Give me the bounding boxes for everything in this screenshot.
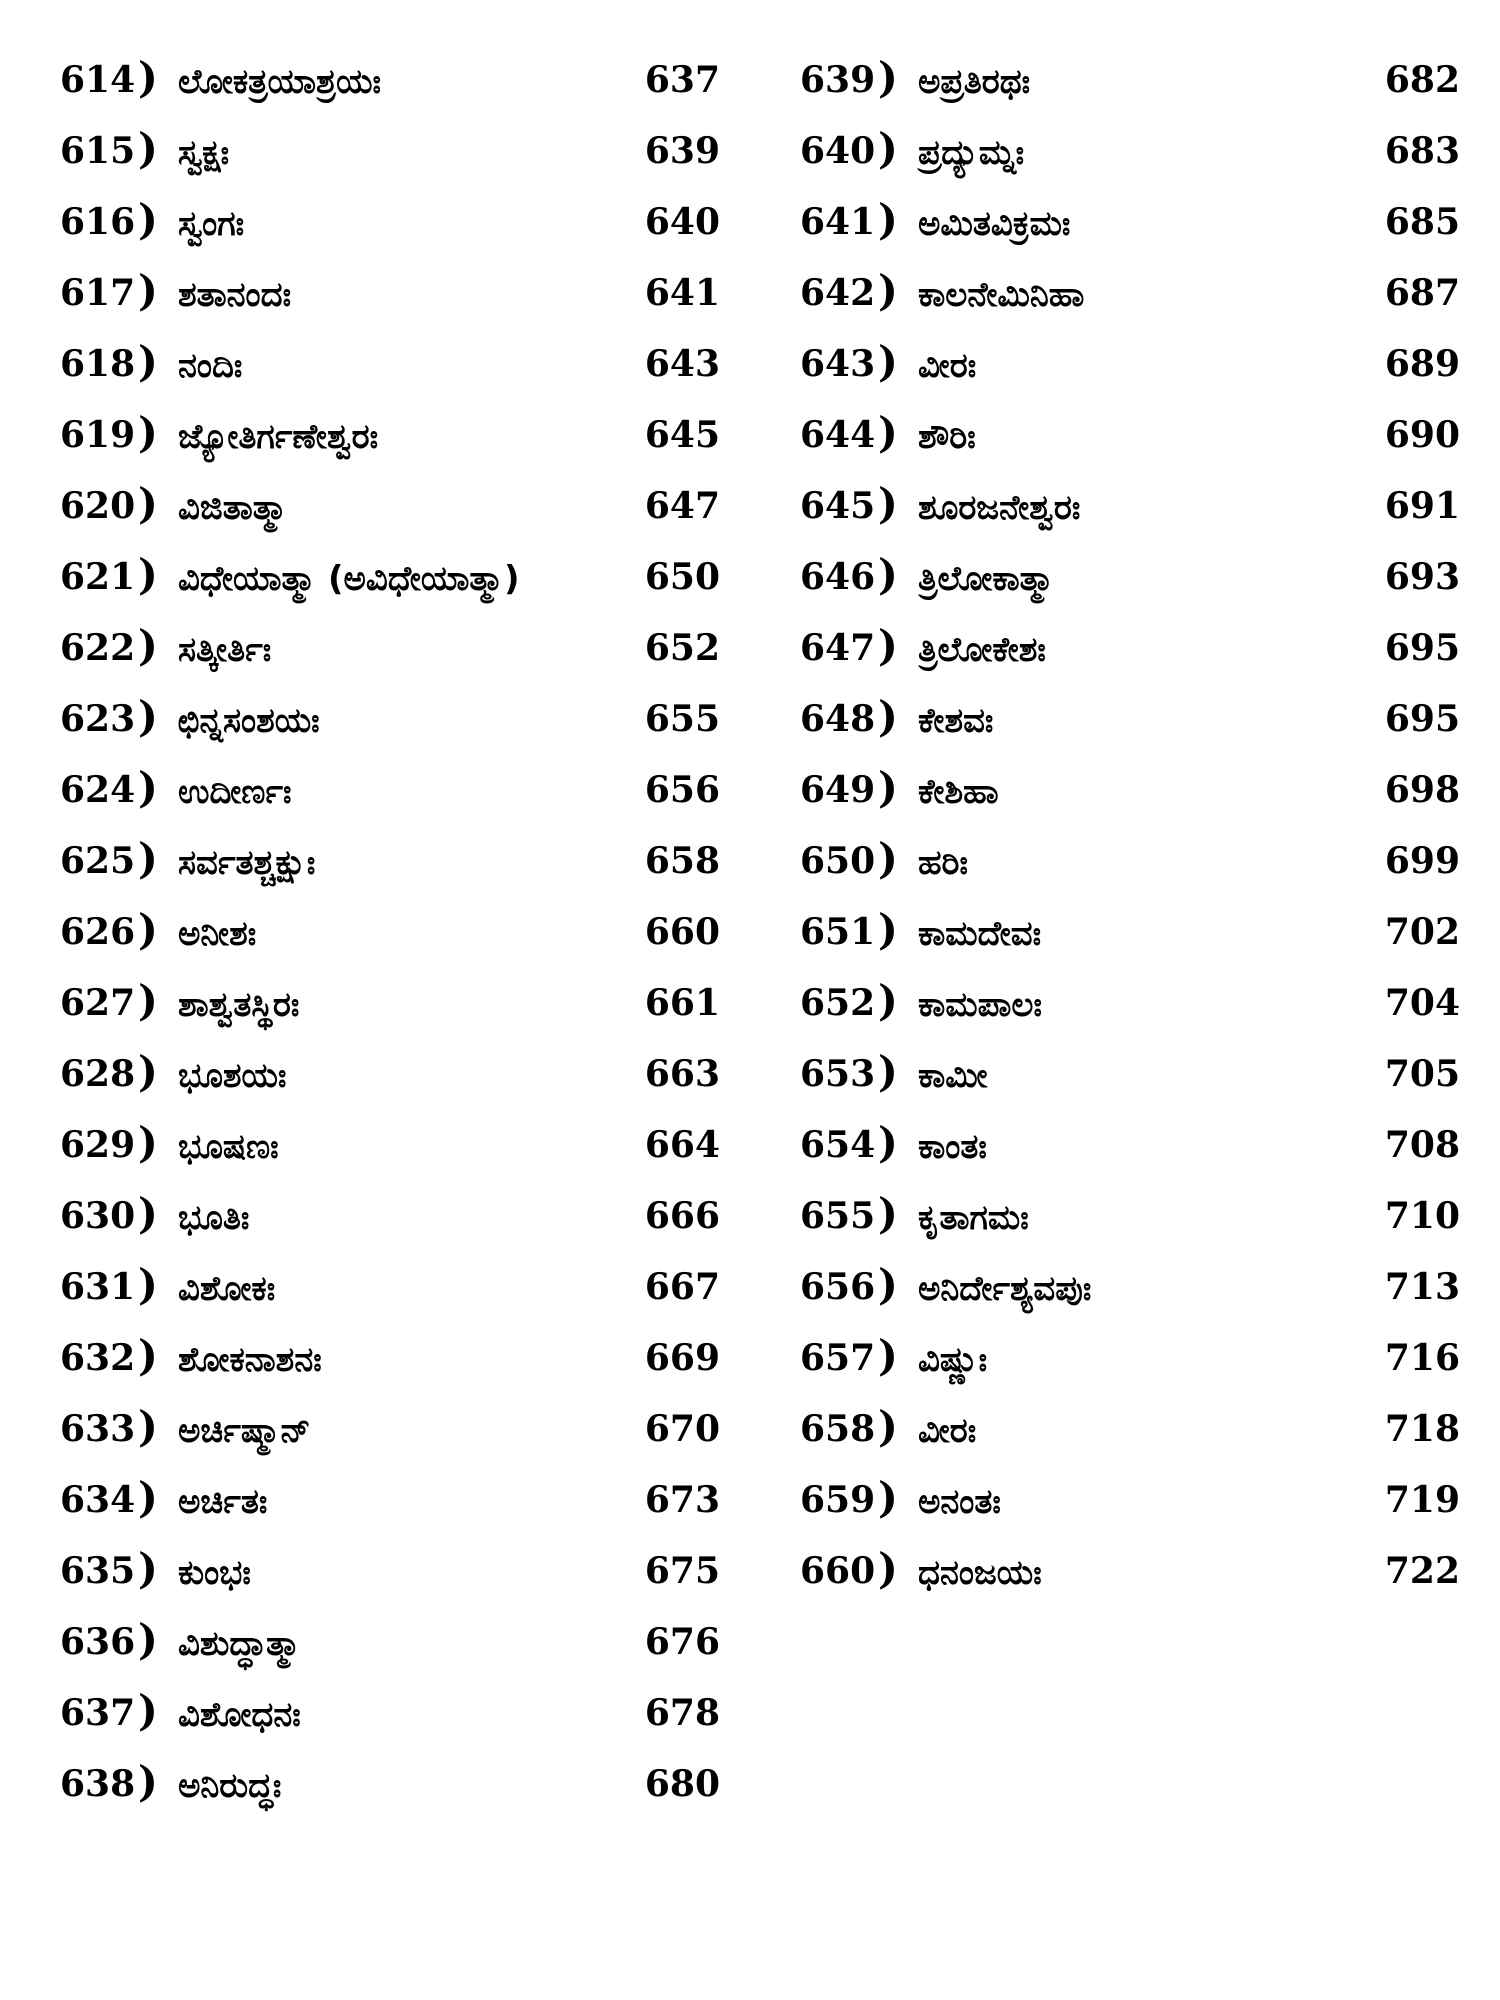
index-entry (60, 1759, 720, 1830)
entry-page-number: 713 (1384, 1266, 1460, 1308)
entry-page-number: 667 (644, 1266, 720, 1308)
entry-number: 617 (60, 272, 136, 314)
entry-number: 655 (800, 1195, 876, 1237)
index-entry (800, 1404, 1460, 1475)
entry-page-number: 637 (644, 59, 720, 101)
entry-name: ಸತ್ಕೀರ್ತಿಃ (178, 630, 272, 670)
entry-number: 623 (60, 698, 136, 740)
entry-number: 660 (800, 1550, 876, 1592)
entry-page-number: 676 (644, 1621, 720, 1663)
entry-paren: ) (138, 266, 158, 315)
index-entry (800, 410, 1460, 481)
entry-paren: ) (138, 1331, 158, 1380)
entry-name: ವಿಷ್ಣುಃ (918, 1340, 988, 1380)
entry-name: ಭೂಶಯಃ (178, 1056, 287, 1096)
entry-number: 627 (60, 982, 136, 1024)
index-entry (800, 1262, 1460, 1333)
entry-paren: ) (878, 53, 898, 102)
index-entry (60, 268, 720, 339)
entry-paren: ) (138, 1757, 158, 1806)
entry-number: 638 (60, 1763, 136, 1805)
entry-name: ಛಿನ್ನಸಂಶಯಃ (178, 701, 320, 741)
entry-number: 636 (60, 1621, 136, 1663)
entry-page-number: 708 (1384, 1124, 1460, 1166)
entry-paren: ) (878, 763, 898, 812)
entry-name: ಅನೀಶಃ (178, 914, 257, 954)
index-entry (60, 978, 720, 1049)
entry-paren: ) (878, 905, 898, 954)
index-entry (60, 694, 720, 765)
entry-name: ಅನಿರ್ದೇಶ್ಯವಪುಃ (918, 1269, 1092, 1309)
index-entry (60, 552, 720, 623)
entry-paren: ) (138, 195, 158, 244)
entry-name: ವಿಜಿತಾತ್ಮಾ (178, 488, 288, 528)
index-entry (60, 1120, 720, 1191)
entry-name: ಸ್ವಕ್ಷಃ (178, 133, 230, 173)
index-entry (60, 55, 720, 126)
index-entry (800, 907, 1460, 978)
entry-number: 653 (800, 1053, 876, 1095)
entry-paren: ) (138, 550, 158, 599)
index-entry (60, 339, 720, 410)
entry-name: ತ್ರಿಲೋಕಾತ್ಮಾ (918, 559, 1055, 599)
left-index-column (60, 55, 720, 1830)
entry-paren: ) (138, 1473, 158, 1522)
entry-name: ವಿಶುದ್ಧಾತ್ಮಾ (178, 1624, 301, 1664)
index-entry (800, 126, 1460, 197)
entry-paren: ) (138, 1047, 158, 1096)
entry-paren: ) (878, 1331, 898, 1380)
entry-number: 633 (60, 1408, 136, 1450)
entry-name: ಕೃತಾಗಮಃ (918, 1198, 1029, 1238)
entry-name: ಧನಂಜಯಃ (918, 1553, 1042, 1593)
entry-number: 652 (800, 982, 876, 1024)
entry-page-number: 718 (1384, 1408, 1460, 1450)
entry-number: 646 (800, 556, 876, 598)
entry-page-number: 643 (644, 343, 720, 385)
entry-number: 654 (800, 1124, 876, 1166)
entry-paren: ) (878, 479, 898, 528)
entry-name: ಕಾಮೀ (918, 1056, 988, 1096)
entry-number: 649 (800, 769, 876, 811)
entry-name: ಕೇಶಿಹಾ (918, 772, 999, 812)
entry-name: ಶೌರಿಃ (918, 417, 976, 457)
entry-paren: ) (878, 1473, 898, 1522)
entry-number: 644 (800, 414, 876, 456)
entry-name: ವಿಶೋಕಃ (178, 1269, 276, 1309)
entry-name: ತ್ರಿಲೋಕೇಶಃ (918, 630, 1046, 670)
index-entry (60, 1475, 720, 1546)
entry-page-number: 702 (1384, 911, 1460, 953)
index-entry (800, 1191, 1460, 1262)
entry-name: ಉದೀರ್ಣಃ (178, 772, 292, 812)
entry-paren: ) (878, 1544, 898, 1593)
entry-page-number: 652 (644, 627, 720, 669)
entry-page-number: 673 (644, 1479, 720, 1521)
index-entry (800, 978, 1460, 1049)
entry-name: ಅರ್ಚಿಷ್ಮಾನ್ (178, 1411, 311, 1451)
entry-page-number: 698 (1384, 769, 1460, 811)
entry-name: ವಿಧೇಯಾತ್ಮಾ (ಅವಿಧೇಯಾತ್ಮಾ) (178, 559, 520, 599)
index-entry (60, 1688, 720, 1759)
entry-page-number: 658 (644, 840, 720, 882)
entry-paren: ) (138, 1615, 158, 1664)
entry-number: 628 (60, 1053, 136, 1095)
entry-page-number: 704 (1384, 982, 1460, 1024)
entry-number: 630 (60, 1195, 136, 1237)
entry-paren: ) (138, 621, 158, 670)
index-entry (60, 907, 720, 978)
entry-paren: ) (138, 763, 158, 812)
entry-name: ವಿಶೋಧನಃ (178, 1695, 301, 1735)
index-entry (60, 481, 720, 552)
entry-paren: ) (138, 124, 158, 173)
entry-name: ಅನಿರುದ್ಧಃ (178, 1766, 282, 1806)
entry-paren: ) (878, 408, 898, 457)
entry-page-number: 645 (644, 414, 720, 456)
entry-paren: ) (878, 337, 898, 386)
entry-page-number: 660 (644, 911, 720, 953)
index-entry (800, 1120, 1460, 1191)
entry-page-number: 675 (644, 1550, 720, 1592)
index-entry (60, 623, 720, 694)
entry-page-number: 663 (644, 1053, 720, 1095)
entry-name: ಕಾಲನೇಮಿನಿಹಾ (918, 275, 1085, 315)
index-entry (800, 765, 1460, 836)
entry-number: 616 (60, 201, 136, 243)
entry-number: 615 (60, 130, 136, 172)
entry-paren: ) (878, 834, 898, 883)
entry-number: 659 (800, 1479, 876, 1521)
entry-page-number: 689 (1384, 343, 1460, 385)
entry-page-number: 641 (644, 272, 720, 314)
entry-name: ವೀರಃ (918, 346, 977, 386)
entry-paren: ) (878, 266, 898, 315)
entry-name: ಶಾಶ್ವತಸ್ಥಿರಃ (178, 985, 300, 1025)
entry-name: ಹರಿಃ (918, 843, 968, 883)
entry-paren: ) (878, 1189, 898, 1238)
entry-paren: ) (138, 479, 158, 528)
index-entry (800, 268, 1460, 339)
entry-number: 631 (60, 1266, 136, 1308)
entry-page-number: 691 (1384, 485, 1460, 527)
entry-number: 625 (60, 840, 136, 882)
entry-page-number: 710 (1384, 1195, 1460, 1237)
entry-page-number: 678 (644, 1692, 720, 1734)
index-entry (800, 55, 1460, 126)
entry-name: ಸ್ವಂಗಃ (178, 204, 245, 244)
entry-name: ಕಾಮಪಾಲಃ (918, 985, 1042, 1025)
entry-paren: ) (878, 550, 898, 599)
index-entry (60, 197, 720, 268)
entry-number: 647 (800, 627, 876, 669)
entry-paren: ) (878, 1047, 898, 1096)
entry-name: ಭೂತಿಃ (178, 1198, 250, 1238)
entry-number: 648 (800, 698, 876, 740)
index-entry (800, 694, 1460, 765)
entry-page-number: 695 (1384, 698, 1460, 740)
entry-number: 621 (60, 556, 136, 598)
entry-paren: ) (138, 834, 158, 883)
entry-paren: ) (878, 124, 898, 173)
index-entry (800, 1475, 1460, 1546)
entry-page-number: 655 (644, 698, 720, 740)
entry-paren: ) (878, 1118, 898, 1167)
entry-page-number: 666 (644, 1195, 720, 1237)
index-entry (60, 1262, 720, 1333)
entry-number: 640 (800, 130, 876, 172)
entry-paren: ) (138, 1260, 158, 1309)
entry-name: ಅನಂತಃ (918, 1482, 1001, 1522)
entry-name: ಕಾಮದೇವಃ (918, 914, 1042, 954)
entry-name: ಶತಾನಂದಃ (178, 275, 292, 315)
entry-paren: ) (878, 976, 898, 1025)
right-index-column (800, 55, 1460, 1617)
index-entry (60, 126, 720, 197)
entry-paren: ) (138, 1189, 158, 1238)
entry-number: 635 (60, 1550, 136, 1592)
entry-name: ಜ್ಯೋತಿರ್ಗಣೇಶ್ವರಃ (178, 417, 379, 457)
entry-number: 632 (60, 1337, 136, 1379)
index-entry (60, 1546, 720, 1617)
index-entry (800, 339, 1460, 410)
entry-paren: ) (138, 1686, 158, 1735)
entry-name: ವೀರಃ (918, 1411, 977, 1451)
entry-paren: ) (138, 692, 158, 741)
entry-number: 620 (60, 485, 136, 527)
entry-paren: ) (138, 976, 158, 1025)
entry-number: 619 (60, 414, 136, 456)
entry-paren: ) (878, 195, 898, 244)
entry-name: ಕೇಶವಃ (918, 701, 994, 741)
entry-name: ಅಪ್ರತಿರಥಃ (918, 62, 1031, 102)
entry-page-number: 690 (1384, 414, 1460, 456)
entry-paren: ) (878, 1402, 898, 1451)
entry-name: ಶೋಕನಾಶನಃ (178, 1340, 322, 1380)
entry-page-number: 695 (1384, 627, 1460, 669)
entry-paren: ) (878, 1260, 898, 1309)
entry-number: 651 (800, 911, 876, 953)
index-entry (800, 481, 1460, 552)
entry-page-number: 664 (644, 1124, 720, 1166)
entry-page-number: 680 (644, 1763, 720, 1805)
index-entry (800, 552, 1460, 623)
entry-page-number: 683 (1384, 130, 1460, 172)
entry-number: 645 (800, 485, 876, 527)
entry-number: 634 (60, 1479, 136, 1521)
entry-page-number: 670 (644, 1408, 720, 1450)
entry-name: ಸರ್ವತಶ್ಚಕ್ಷುಃ (178, 843, 316, 883)
entry-number: 658 (800, 1408, 876, 1450)
entry-page-number: 640 (644, 201, 720, 243)
entry-number: 622 (60, 627, 136, 669)
entry-number: 624 (60, 769, 136, 811)
entry-paren: ) (138, 337, 158, 386)
entry-page-number: 639 (644, 130, 720, 172)
entry-page-number: 719 (1384, 1479, 1460, 1521)
entry-paren: ) (138, 53, 158, 102)
entry-number: 637 (60, 1692, 136, 1734)
entry-page-number: 685 (1384, 201, 1460, 243)
entry-paren: ) (138, 1118, 158, 1167)
entry-page-number: 693 (1384, 556, 1460, 598)
entry-page-number: 716 (1384, 1337, 1460, 1379)
entry-paren: ) (138, 1544, 158, 1593)
entry-page-number: 722 (1384, 1550, 1460, 1592)
index-entry (800, 197, 1460, 268)
entry-name: ನಂದಿಃ (178, 346, 243, 386)
index-entry (60, 1049, 720, 1120)
index-entry (60, 1333, 720, 1404)
entry-name: ಲೋಕತ್ರಯಾಶ್ರಯಃ (178, 62, 381, 102)
index-entry (60, 1617, 720, 1688)
entry-number: 639 (800, 59, 876, 101)
index-entry (800, 1546, 1460, 1617)
entry-number: 641 (800, 201, 876, 243)
index-entry (60, 765, 720, 836)
entry-name: ಕಾಂತಃ (918, 1127, 987, 1167)
index-entry (60, 1191, 720, 1262)
entry-paren: ) (138, 1402, 158, 1451)
entry-number: 618 (60, 343, 136, 385)
entry-number: 626 (60, 911, 136, 953)
index-entry (800, 1333, 1460, 1404)
entry-page-number: 647 (644, 485, 720, 527)
index-entry (800, 623, 1460, 694)
entry-paren: ) (138, 408, 158, 457)
entry-page-number: 699 (1384, 840, 1460, 882)
entry-number: 614 (60, 59, 136, 101)
entry-name: ಕುಂಭಃ (178, 1553, 251, 1593)
entry-number: 656 (800, 1266, 876, 1308)
entry-page-number: 656 (644, 769, 720, 811)
entry-page-number: 669 (644, 1337, 720, 1379)
entry-page-number: 661 (644, 982, 720, 1024)
entry-paren: ) (138, 905, 158, 954)
entry-page-number: 650 (644, 556, 720, 598)
entry-number: 629 (60, 1124, 136, 1166)
entry-name: ಅಮಿತವಿಕ್ರಮಃ (918, 204, 1071, 244)
entry-number: 643 (800, 343, 876, 385)
index-entry (800, 1049, 1460, 1120)
index-entry (60, 410, 720, 481)
entry-name: ಭೂಷಣಃ (178, 1127, 279, 1167)
entry-number: 642 (800, 272, 876, 314)
index-entry (60, 1404, 720, 1475)
entry-name: ಶೂರಜನೇಶ್ವರಃ (918, 488, 1081, 528)
index-entry (800, 836, 1460, 907)
entry-paren: ) (878, 692, 898, 741)
entry-page-number: 687 (1384, 272, 1460, 314)
entry-number: 657 (800, 1337, 876, 1379)
entry-name: ಅರ್ಚಿತಃ (178, 1482, 268, 1522)
entry-number: 650 (800, 840, 876, 882)
entry-page-number: 705 (1384, 1053, 1460, 1095)
index-entry (60, 836, 720, 907)
entry-name: ಪ್ರದ್ಯುಮ್ನಃ (918, 133, 1025, 173)
entry-paren: ) (878, 621, 898, 670)
entry-page-number: 682 (1384, 59, 1460, 101)
